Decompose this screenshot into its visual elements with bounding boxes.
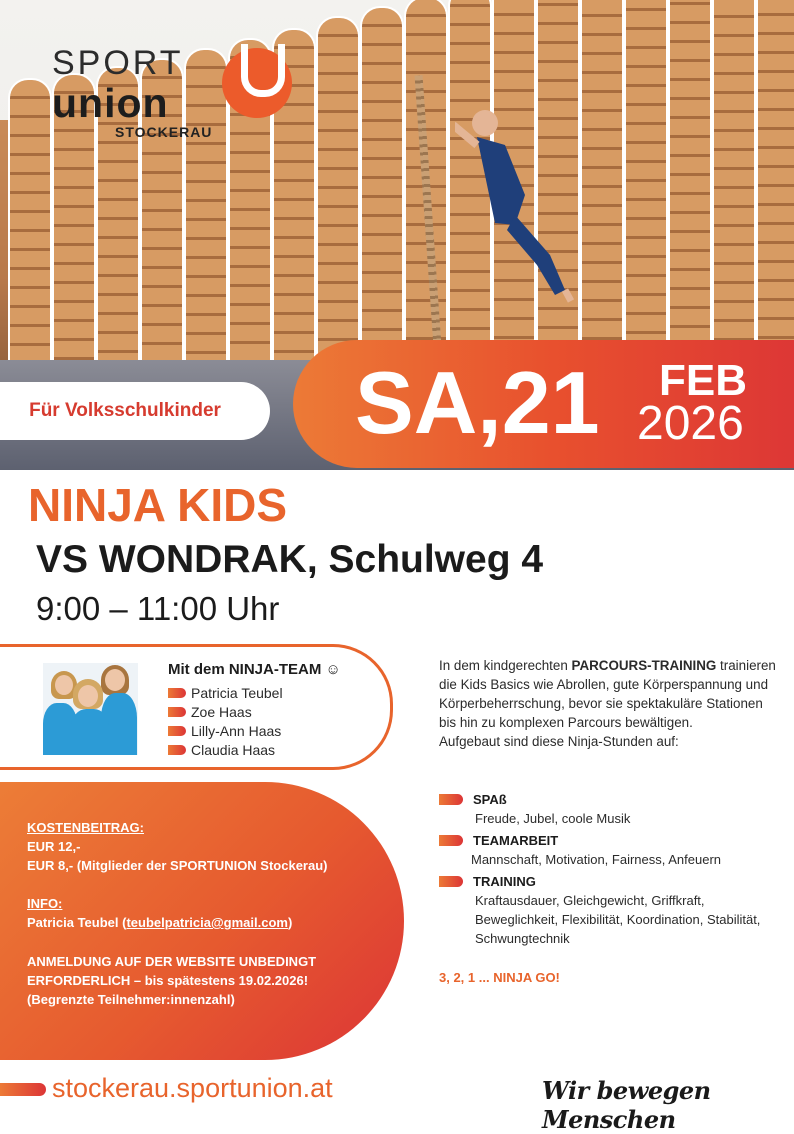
logo-union-text: union xyxy=(52,80,169,126)
footer-accent-bar xyxy=(0,1083,46,1096)
event-time: 9:00 – 11:00 Uhr xyxy=(36,590,280,627)
cost-block xyxy=(27,818,328,875)
team-member: Claudia Haas xyxy=(168,740,283,759)
parcours-highlight: PARCOURS-TRAINING xyxy=(571,658,717,673)
call-to-action: 3, 2, 1 ... NINJA GO! xyxy=(439,970,560,985)
structure-intro: Aufgebaut sind diese Ninja-Stunden auf: xyxy=(439,734,679,749)
registration-line: (Begrenzte Teilnehmer:innenzahl) xyxy=(27,992,235,1007)
slogan: Wir bewegen Menschen xyxy=(542,1076,711,1134)
event-title: NINJA KIDS xyxy=(28,479,287,531)
pillar-teamwork: TEAMARBEIT Mannschaft, Motivation, Fairness, Anfeuern xyxy=(439,831,789,869)
email-link[interactable]: teubelpatricia@gmail.com xyxy=(126,915,288,930)
cost-line: EUR 8,- (Mitglieder der SPORTUNION Stockerau) xyxy=(27,858,328,873)
photo-arch xyxy=(360,6,404,360)
registration-line: ERFORDERLICH – bis spätestens 19.02.2026! xyxy=(27,973,309,988)
bullet-icon xyxy=(439,835,463,846)
photo-arch xyxy=(712,0,756,360)
registration-line: ANMELDUNG AUF DER WEBSITE UNBEDINGT xyxy=(27,954,317,969)
photo-arch xyxy=(668,0,712,360)
bullet-icon xyxy=(168,726,186,736)
info-block xyxy=(27,894,292,932)
date-month: FEB xyxy=(659,356,747,405)
registration-block xyxy=(27,952,316,1009)
bullet-icon xyxy=(439,794,463,805)
climbing-child-figure xyxy=(455,105,575,305)
bullet-icon xyxy=(439,876,463,887)
team-member-list xyxy=(168,683,283,759)
date-banner xyxy=(293,340,794,468)
photo-arch xyxy=(624,0,668,360)
bullet-icon xyxy=(168,745,186,755)
website-link[interactable]: stockerau.sportunion.at xyxy=(52,1073,333,1103)
team-title: Mit dem NINJA-TEAM ☺ xyxy=(168,661,341,678)
team-member: Patricia Teubel xyxy=(168,683,283,702)
training-pillars xyxy=(439,790,789,951)
date-day: SA,21 xyxy=(355,353,600,452)
info-contact: Patricia Teubel (teubelpatricia@gmail.com) xyxy=(27,915,293,930)
team-photo xyxy=(43,663,138,755)
pillar-training: TRAINING Kraftausdauer, Gleichgewicht, Griffkraft, Beweglichkeit, Flexibilität, Koordination, Stabilität, Schwungtechnik xyxy=(439,872,789,948)
sportunion-logo xyxy=(52,42,302,140)
cost-heading: KOSTENBEITRAG: xyxy=(27,820,144,835)
logo-town-text: STOCKERAU xyxy=(115,124,213,140)
photo-arch xyxy=(8,78,52,360)
logo-u-icon xyxy=(222,48,292,118)
logo-sport-text: SPORT xyxy=(52,44,184,82)
training-description: In dem kindgerechten PARCOURS-TRAINING trainieren die Kids Basics wie Abrollen, gute Körperspannung und Körperbeherrschung, bevor sie spektakuläre Stationen bis hin zu komplexen Parcours bewältigen. Aufgebaut sind diese Ninja-Stunden auf: xyxy=(439,658,776,749)
bullet-icon xyxy=(168,707,186,717)
team-box xyxy=(0,644,393,770)
pillar-fun: SPAß Freude, Jubel, coole Musik xyxy=(439,790,789,828)
date-year: 2026 xyxy=(637,397,744,450)
cost-info-panel xyxy=(0,782,404,1060)
team-member: Lilly-Ann Haas xyxy=(168,721,283,740)
team-member: Zoe Haas xyxy=(168,702,283,721)
info-heading: INFO: xyxy=(27,896,63,911)
photo-arch xyxy=(580,0,624,360)
cost-line: EUR 12,- xyxy=(27,839,81,854)
photo-arch xyxy=(756,0,794,360)
bullet-icon xyxy=(168,688,186,698)
target-audience-badge xyxy=(0,382,270,440)
event-venue: VS WONDRAK, Schulweg 4 xyxy=(36,538,544,581)
photo-arch xyxy=(316,16,360,360)
target-audience-text: Für Volksschulkinder xyxy=(29,400,221,421)
